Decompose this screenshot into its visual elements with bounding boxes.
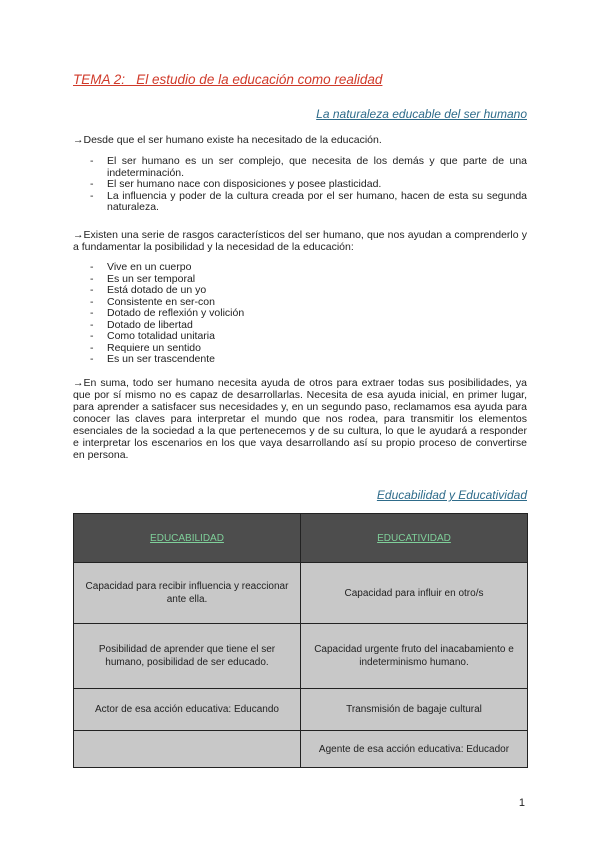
column-header-educatividad: EDUCATIVIDAD [301,514,528,563]
page-title: TEMA 2:_ El estudio de la educación como realidad [73,72,383,87]
table-cell: Capacidad para recibir influencia y reaccionar ante ella. [74,563,301,624]
list-item: - La influencia y poder de la cultura creada por el ser humano, hacen de esta su segunda naturaleza. [90,191,527,214]
paragraph-summary: →En suma, todo ser humano necesita ayuda de otros para extraer todas sus posibilidades, ya que por sí mismo no es capaz de desarrollarlas. Necesita de esa ayuda inicial, en primer lugar, para aprender a satisfacer sus necesidades y, en un segundo paso, reclamamos esa ayuda para conocer las claves para interpretar el mundo que nos rodea, para transmitir los elementos esenciales de la sociedad a la que pertenecemos y de su cultura, lo que le ayudará a responder e interpretar los escenarios en los que vaya desarrollando así su propio proceso de convertirse en persona. [73,377,527,461]
list-item: - Es un ser trascendente [90,354,527,366]
table-cell: Capacidad para influir en otro/s [301,563,528,624]
table-row [74,624,528,689]
list-item: - El ser humano es un ser complejo, que necesita de los demás y que parte de una indeterminación. [90,156,527,179]
table-row [74,731,528,768]
table-cell: Actor de esa acción educativa: Educando [74,689,301,731]
table-cell: Capacidad urgente fruto del inacabamiento e indeterminismo humano. [301,624,528,689]
list-item: - Consistente en ser-con [90,297,527,309]
section-heading-educabilidad: Educabilidad y Educatividad [376,488,527,502]
list-human-traits [90,262,527,366]
list-item: - Está dotado de un yo [90,285,527,297]
column-header-educabilidad: EDUCABILIDAD [74,514,301,563]
list-item: - Dotado de libertad [90,320,527,332]
list-item: - Vive en un cuerpo [90,262,527,274]
table-row [74,689,528,731]
paragraph-traits: →Existen una serie de rasgos característicos del ser humano, que nos ayudan a comprenderlo y a fundamentar la posibilidad y la necesidad de la educación: [73,229,527,253]
list-human-complexity [90,156,527,214]
table-cell: Transmisión de bagaje cultural [301,689,528,731]
list-item: - Requiere un sentido [90,343,527,355]
table-cell [74,731,301,768]
table-header-row [74,514,528,563]
section-heading-naturaleza: La naturaleza educable del ser humano [316,107,527,121]
list-item: - El ser humano nace con disposiciones y posee plasticidad. [90,179,527,191]
list-item: - Es un ser temporal [90,274,527,286]
list-item: - Dotado de reflexión y volición [90,308,527,320]
comparison-table [73,513,528,768]
page-number: 1 [518,797,525,809]
paragraph-intro: →Desde que el ser humano existe ha necesitado de la educación. [73,134,382,146]
table-row [74,563,528,624]
table-cell: Agente de esa acción educativa: Educador [301,731,528,768]
table-cell: Posibilidad de aprender que tiene el ser humano, posibilidad de ser educado. [74,624,301,689]
list-item: - Como totalidad unitaria [90,331,527,343]
